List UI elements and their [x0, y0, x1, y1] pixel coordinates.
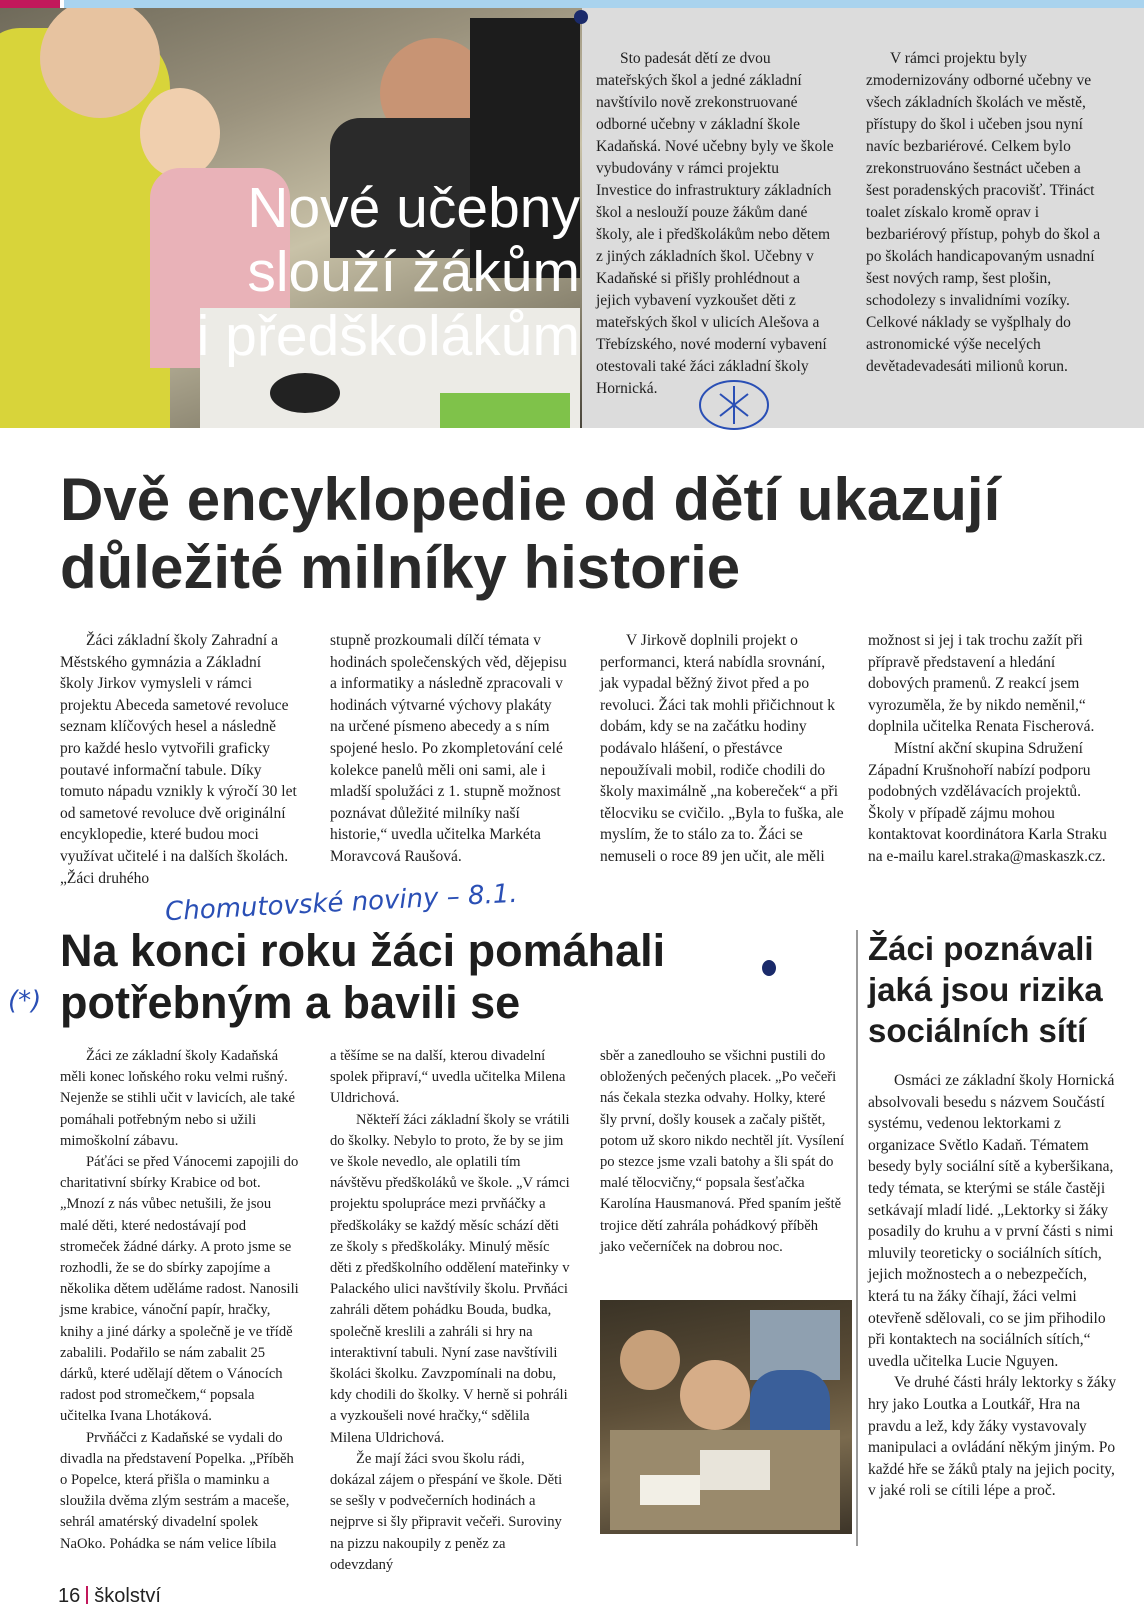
paragraph: Ve druhé části hrály lektorky s žáky hry jako Loutka a Loutkář, Hra na pravdu a lež, kdy žáky vystavovaly manipulaci a ovládání někým jiným. Po každé hře se žáků ptaly na jejich pocity, v jaké roli se cítili lépe a proč. [868, 1374, 1117, 1500]
paragraph: V rámci projektu byly zmodernizovány odborné učebny ve všech základních školách ve městě, přístupy do škol i učeben jsou nyní navíc bezbariérové. Celkem bylo zrekonstruováno šestnáct učeben a šest poradenských pracovišť. Třináct toalet získalo kromě oprav i bezbariérový přístup, pohyb do škol a po školách handicapovaným usnadní šest nových ramp, šest plošin, schodolezy s invalidními vozíky. Celkové náklady se vyšplhaly do astronomické výše necelých devětadevadesáti milionů korun. [866, 50, 1101, 375]
article-top-title [60, 176, 580, 368]
article-social-body [868, 1070, 1118, 1502]
top-bar-pink [0, 0, 60, 8]
article-social-title [868, 928, 1128, 1051]
classroom-photo [0, 8, 582, 428]
asterisk-mark-left: (*) [8, 986, 42, 1016]
paragraph: a těšíme se na další, kterou divadelní spolek připraví,“ uvedla učitelka Milena Uldrichová. [330, 1048, 566, 1107]
top-color-bar [0, 0, 1144, 8]
article-end-col2 [330, 1046, 570, 1576]
paragraph: Místní akční skupina Sdružení Západní Krušnohoří nabízí podporu podobných vzdělávacích projektů. Školy v případě zájmu mohou kontaktovat koordinátora Karla Straku na e-mailu karel.straka@maskaszk.cz. [868, 739, 1107, 865]
sleepover-photo [600, 1300, 852, 1534]
handwritten-source-note: Chomutovské noviny – 8.1. [164, 878, 519, 928]
top-bar-blue [64, 0, 1144, 8]
section-name: školství [94, 1585, 161, 1607]
ink-dot [574, 10, 588, 24]
paragraph: Žáci základní školy Zahradní a Městského gymnázia a Základní školy Jirkov vymysleli v rámci projektu Abeceda sametové revoluce seznam klíčových hesel a následně pro každé heslo vytvořili graficky poutavé informační tabule. Díky tomuto nápadu vznikly k výročí 30 let od sametové revoluce dvě originální encyklopedie, které budou moci využívat učitelé i na dalších školách. „Žáci druhého [60, 632, 297, 887]
article-enc-col1 [60, 630, 298, 889]
title-line: Žáci poznávali [868, 930, 1094, 967]
paragraph: sběr a zanedlouho se všichni pustili do obložených pečených placek. „Po večeři nás čekala stezka odvahy. Holky, které šly první, došly kousek a začaly pištět, potom už skoro nikdo nechtěl jít. Vysílení po stezce jsme vzali batohy a šli spát do malé tělocvičny,“ popsala šesťačka Karolína Hausmanová. Před spaním ještě trojice dětí zahrála pohádkový příběh jako večerníček na dobrou noc. [600, 1048, 845, 1255]
title-line: Dvě encyklopedie od dětí ukazují [60, 466, 1001, 533]
paragraph: Někteří žáci základní školy se vrátili do školky. Nebylo to proto, že by se jim ve škole nevedlo, ale oplatili tím návštěvu předškoláků ve škole. „V rámci projektu spolupráce mezi prvňáčky a předškoláky se každý měsíc schází děti ze školy s předškoláky. Minulý měsíc děti z předškolního oddělení mateřinky v Palackého ulici navštívily školu. Prvňáci zahráli dětem pohádku Bouda, budka, společně kreslili a zahráli si hry na interaktivní tabuli. Nyní zase navštívili školáci školku. Zavzpomínali na dobu, kdy chodili do školky. V herně si pohráli a vyzkoušeli nové hračky,“ sdělila Milena Uldrichová. [330, 1111, 570, 1446]
title-line: i předškolákům [196, 304, 580, 368]
article-top-col2 [866, 48, 1104, 378]
article-enc-col4 [868, 630, 1114, 868]
paragraph: Prvňáčci z Kadaňské se vydali do divadla na představení Popelka. „Příběh o Popelce, která přišla o maminku a sloužila dvěma zlým sestrám a maceše, sehrál amatérský divadelní spolek NaOko. Pohádka se nám velice líbila [60, 1429, 294, 1552]
paragraph: Sto padesát dětí ze dvou mateřských škol a jedné základní navštívilo nově zrekonstruované odborné učebny v základní škole Kadaňská. Nové učebny byly ve škole vybudovány v rámci projektu Investice do infrastruktury základních škol a neslouží pouze žákům dané školy, ale i předškolákům nebo dětem z jiných základních škol. Učebny v Kadaňské si přišly prohlédnout a jejich vybavení vyzkoušet děti z mateřských škol v ulicích Alešova a Třebízského, nové moderní vybavení otestovali také žáci základní školy Hornická. [596, 50, 834, 397]
title-line: Nové učebny [247, 176, 580, 240]
paragraph: Že mají žáci svou školu rádi, dokázal zájem o přespání ve škole. Děti se sešly v podvečerních hodinách a nejprve si šly připravit večeři. Suroviny na pizzu nakoupily z peněz za odevzdaný [330, 1450, 563, 1573]
title-line: Na konci roku žáci pomáhali [60, 925, 666, 976]
page-footer [58, 1585, 161, 1608]
title-line: sociálních sítí [868, 1012, 1087, 1049]
paragraph: V Jirkově doplnili projekt o performanci, která nabídla srovnání, jak vypadal běžný život před a po revoluci. Žáci tak mohli přičichnout k dobám, kdy se na začátku hodiny podávalo hlášení, o přestávce nepoužívali mobil, rodiče chodili do školy maximálně „na kobereček“ a při tělocviku se cvičilo. „Byla to fuška, ale myslím, že to stálo za to. Žáci se nemuseli o roce 89 jen učit, ale měli [600, 632, 844, 865]
article-enc-title [60, 466, 1120, 602]
article-top-textbox [582, 8, 1144, 428]
column-divider [856, 930, 858, 1546]
ink-dot [762, 960, 776, 976]
paragraph: možnost si jej i tak trochu zažít při přípravě představení a hledání dobových pramenů. Z reakcí jsem vyrozuměla, že by nikdo neměnil,“ doplnila učitelka Renata Fischerová. [868, 632, 1095, 736]
paragraph: Osmáci ze základní školy Hornická absolvovali besedu s názvem Součástí systému, vedenou lektorkami z organizace Světlo Kadaň. Tématem besedy byly sociální sítě a kyberšikana, tedy témata, se kterými se stále častěji setkávají mladí lidé. „Lektorky si žáky posadily do kruhu a v první části s nimi mluvily teoreticky o sociálních sítích, jejich možnostech a o nebezpečích, která tu na žáky číhají, žáci velmi otevřeně sdělovali, co se jim přihodilo při kontaktech na sociálních sítích,“ uvedla učitelka Lucie Nguyen. [868, 1072, 1115, 1370]
article-enc-col2 [330, 630, 568, 868]
footer-divider [86, 1586, 88, 1604]
article-end-col1 [60, 1046, 300, 1555]
article-enc-col3 [600, 630, 844, 868]
asterisk-handwritten-mark [694, 376, 774, 434]
page-number: 16 [58, 1585, 81, 1607]
paragraph: stupně prozkoumali dílčí témata v hodinách společenských věd, dějepisu a informatiky a následně zpracovali v hodinách výtvarné výchovy plakáty na určené písmeno abecedy a s ním spojené heslo. Po zkompletování celé kolekce panelů měli oni sami, ale i mladší spolužáci z 1. stupně možnost poznávat důležité milníky naší historie,“ uvedla učitelka Markéta Moravcová Raušová. [330, 632, 567, 865]
title-line: jaká jsou rizika [868, 971, 1103, 1008]
title-line: potřebným a bavili se [60, 977, 521, 1028]
article-end-col3 [600, 1046, 846, 1258]
title-line: důležité milníky historie [60, 534, 741, 601]
article-end-title [60, 925, 760, 1029]
title-line: slouží žákům [247, 240, 580, 304]
paragraph: Žáci ze základní školy Kadaňská měli konec loňského roku velmi rušný. Nejenže se stihli učit v lavicích, ale také pomáhali potřebným nebo si užili mimoškolní zábavu. [60, 1048, 296, 1149]
paragraph: Páťáci se před Vánocemi zapojili do charitativní sbírky Krabice od bot. „Mnozí z nás vůbec netušili, že jsou malé děti, které nedostávají pod stromeček žádné dárky. A proto jsme se rozhodli, že se do sbírky zapojíme a několika dětem uděláme radost. Nanosili jsme krabice, vánoční papír, hračky, knihy a jiné dárky a společně je ve třídě zabalili. Podařilo se nám zabalit 25 dárků, které udělají dětem o Vánocích radost pod stromečkem,“ popsala učitelka Ivana Lhotáková. [60, 1154, 299, 1425]
article-top-col1 [596, 48, 834, 400]
